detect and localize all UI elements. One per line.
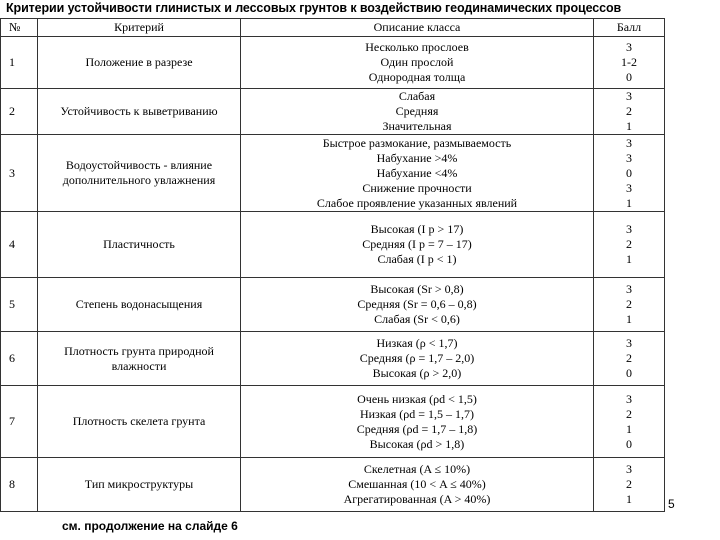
table-row — [1, 278, 665, 332]
row-descriptions — [241, 135, 594, 212]
score-value: 1 — [626, 492, 632, 506]
row-scores — [594, 37, 665, 89]
description-line: Набухание >4% — [376, 150, 458, 165]
score-value: 3 — [626, 40, 632, 54]
table-row — [1, 89, 665, 135]
score-value: 3 — [626, 89, 632, 103]
description-line: Слабая (Sr < 0,6) — [374, 312, 460, 326]
row-scores — [594, 212, 665, 278]
score-value: 1-2 — [621, 55, 637, 69]
description-line: Средняя (ρd = 1,7 – 1,8) — [356, 421, 478, 436]
description-line: Скелетная (A ≤ 10%) — [363, 462, 471, 476]
row-criterion: Водоустойчивость - влияние дополнительного увлажнения — [38, 135, 241, 212]
description-line: Один прослой — [380, 55, 454, 69]
description-line: Высокая (Sr > 0,8) — [370, 282, 464, 296]
row-number: 4 — [1, 212, 38, 278]
score-value: 3 — [626, 391, 632, 406]
score-value: 1 — [626, 421, 632, 436]
description-line: Снижение прочности — [362, 180, 472, 195]
description-line: Слабое проявление указанных явлений — [316, 195, 518, 210]
row-number: 2 — [1, 89, 38, 135]
description-line: Смешанная (10 < A ≤ 40%) — [348, 477, 486, 491]
row-criterion: Положение в разрезе — [38, 37, 241, 89]
description-line: Высокая (I p > 17) — [370, 222, 464, 236]
header-score: Балл — [594, 19, 665, 37]
page-number: 5 — [668, 497, 675, 511]
score-value: 3 — [626, 135, 632, 150]
table-row — [1, 37, 665, 89]
header-criterion: Критерий — [38, 19, 241, 37]
score-value: 0 — [626, 165, 632, 180]
row-descriptions — [241, 458, 594, 512]
score-value: 1 — [626, 119, 632, 133]
table-row — [1, 212, 665, 278]
score-value: 2 — [626, 477, 632, 491]
page-title: Критерии устойчивости глинистых и лессовых грунтов к воздействию геодинамических процессов — [6, 1, 622, 15]
score-value: 1 — [626, 195, 632, 210]
score-value: 1 — [626, 252, 632, 266]
score-value: 2 — [626, 237, 632, 251]
description-line: Очень низкая (ρd < 1,5) — [357, 391, 477, 406]
row-descriptions — [241, 89, 594, 135]
description-line: Средняя (ρ = 1,7 – 2,0) — [359, 351, 475, 365]
row-criterion: Пластичность — [38, 212, 241, 278]
score-value: 0 — [626, 366, 632, 380]
row-criterion: Плотность грунта природной влажности — [38, 332, 241, 386]
footer-note: см. продолжение на слайде 6 — [62, 519, 238, 533]
description-line: Средняя (Sr = 0,6 – 0,8) — [357, 297, 477, 311]
row-descriptions — [241, 278, 594, 332]
score-value: 3 — [626, 282, 632, 296]
score-value: 2 — [626, 297, 632, 311]
description-line: Слабая (I p < 1) — [377, 252, 457, 266]
row-criterion: Устойчивость к выветриванию — [38, 89, 241, 135]
table-row — [1, 458, 665, 512]
row-scores — [594, 278, 665, 332]
table-header-row — [1, 19, 665, 37]
description-line: Средняя (I p = 7 – 17) — [362, 237, 472, 251]
row-number: 7 — [1, 386, 38, 458]
score-value: 2 — [626, 104, 632, 118]
header-description: Описание класса — [241, 19, 594, 37]
row-scores — [594, 386, 665, 458]
score-value: 3 — [626, 222, 632, 236]
table-body — [1, 37, 665, 512]
score-value: 3 — [626, 336, 632, 350]
row-number: 3 — [1, 135, 38, 212]
row-descriptions — [241, 212, 594, 278]
description-line: Средняя — [395, 104, 439, 118]
description-line: Высокая (ρ > 2,0) — [372, 366, 462, 380]
row-number: 5 — [1, 278, 38, 332]
score-value: 1 — [626, 312, 632, 326]
score-value: 2 — [626, 351, 632, 365]
description-line: Высокая (ρd > 1,8) — [369, 436, 465, 451]
score-value: 3 — [626, 150, 632, 165]
score-value: 3 — [626, 180, 632, 195]
row-scores — [594, 332, 665, 386]
description-line: Набухание <4% — [376, 165, 458, 180]
header-num: № — [1, 19, 38, 37]
row-number: 1 — [1, 37, 38, 89]
description-line: Несколько прослоев — [365, 40, 469, 54]
row-criterion: Степень водонасыщения — [38, 278, 241, 332]
row-number: 6 — [1, 332, 38, 386]
description-line: Однородная толща — [368, 70, 466, 84]
description-line: Низкая (ρ < 1,7) — [376, 336, 458, 350]
row-number: 8 — [1, 458, 38, 512]
score-value: 0 — [626, 70, 632, 84]
criteria-table — [0, 18, 665, 512]
table-row — [1, 135, 665, 212]
row-descriptions — [241, 332, 594, 386]
table-row — [1, 386, 665, 458]
score-value: 0 — [626, 436, 632, 451]
row-scores — [594, 89, 665, 135]
row-criterion: Тип микроструктуры — [38, 458, 241, 512]
description-line: Быстрое размокание, размываемость — [322, 135, 512, 150]
row-scores — [594, 458, 665, 512]
row-descriptions — [241, 37, 594, 89]
row-descriptions — [241, 386, 594, 458]
description-line: Агрегатированная (A > 40%) — [343, 492, 491, 506]
table-row — [1, 332, 665, 386]
description-line: Низкая (ρd = 1,5 – 1,7) — [359, 406, 475, 421]
description-line: Значительная — [382, 119, 452, 133]
description-line: Слабая — [398, 89, 436, 103]
row-criterion: Плотность скелета грунта — [38, 386, 241, 458]
row-scores — [594, 135, 665, 212]
score-value: 3 — [626, 462, 632, 476]
score-value: 2 — [626, 406, 632, 421]
